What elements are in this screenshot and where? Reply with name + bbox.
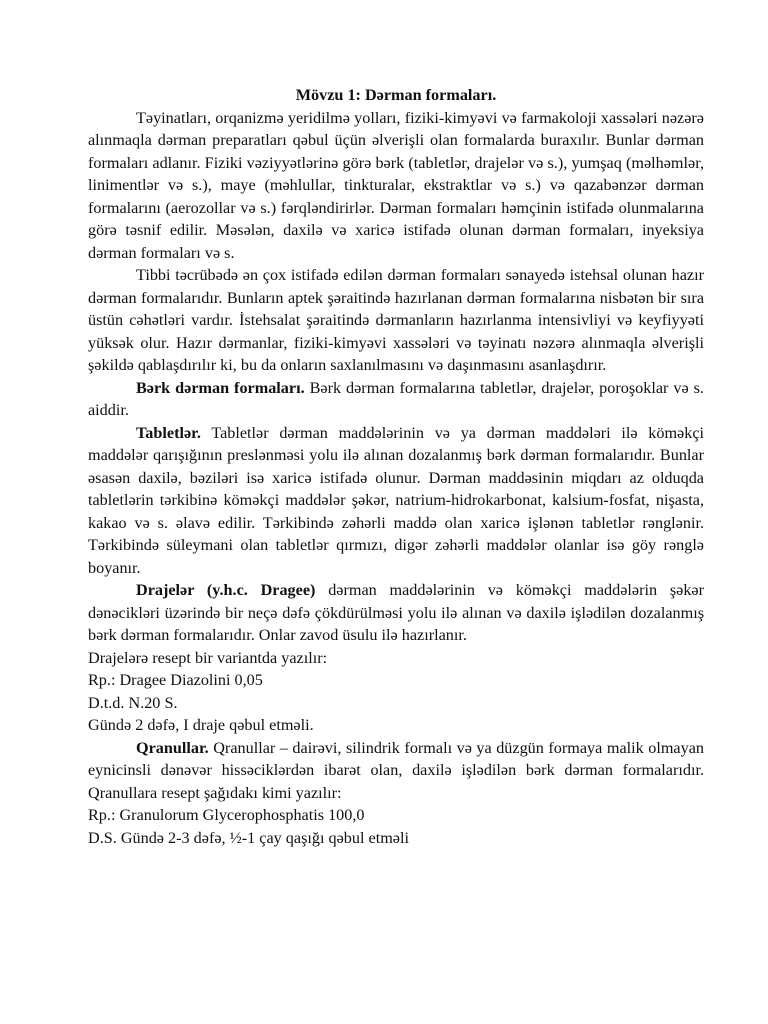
term-solid-forms: Bərk dərman formaları.	[136, 378, 305, 397]
tablets-text: Tabletlər dərman maddələrinin və ya dərman maddələri ilə köməkçi maddələr qarışığının preslənməsi yolu ilə alınan dozalanmış bərk dərman formalarıdır. Bunlar əsasən daxilə, bəziləri isə xaricə istifadə olunur. Dərman maddəsinin miqdarı az olduqda tabletlərin tərkibinə köməkçi maddələr şəkər, natrium-hidrokarbonat, kalsium-fosfat, nişasta, kakao və s. əlavə edilir. Tərkibində zəhərli maddə olan xaricə işlənən tabletlər rənglənir. Tərkibində süleymani olan tabletlər qırmızı, digər zəhərli maddələr olanlar isə göy rənglə boyanır.	[88, 423, 704, 577]
paragraph-intro: Təyinatları, orqanizmə yeridilmə yolları, fiziki-kimyəvi və farmakoloji xassələri nəzərə alınmaqla dərman preparatları qəbul üçün əlverişli olan formalarda buraxılır. Bunlar dərman formaları adlanır. Fiziki vəziyyətlərinə görə bərk (tabletlər, drajelər və s.), yumşaq (məlhəmlər, linimentlər və s.), maye (məhlullar, tinkturalar, ekstraktlar və s.) və qazabənzər dərman formalarını (aerozollar və s.) fərqləndirirlər. Dərman formaları həmçinin istifadə olunmalarına görə təsnif edilir. Məsələn, daxilə və xaricə istifadə olunan dərman formaları, inyeksiya dərman formaları və s.	[88, 108, 704, 262]
dragee-text: dərman maddələrinin və köməkçi maddələrin şəkər dənəcikləri üzərində bir neçə dəfə çökdürülməsi yolu ilə alınan və daxilə işlədilən dozalanmış bərk dərman formalarıdır. Onlar zavod üsulu ilə hazırlanır.	[88, 581, 704, 644]
dragee-recipe-dtd: D.t.d. N.20 S.	[88, 693, 178, 712]
dragee-recipe-rp: Rp.: Dragee Diazolini 0,05	[88, 671, 263, 689]
page-title: Mövzu 1: Dərman formaları.	[295, 86, 497, 104]
paragraph-solid-forms	[88, 377, 704, 422]
term-granules: Qranullar.	[136, 738, 209, 757]
granules-text: Qranullar – dairəvi, silindrik formalı və ya düzgün formaya malik olmayan eynicinsli dənəvər hissəciklərdən ibarət olan, daxilə işlədilən bərk dərman formalarıdır. Qranullara resept şağıdakı kimi yazılır:	[88, 738, 704, 802]
term-dragee: Drajelər (y.h.c. Dragee)	[136, 581, 316, 599]
dragee-recipe-intro: Drajelərə resept bir variantda yazılır:	[88, 648, 328, 667]
dragee-recipe-dose: Gündə 2 dəfə, I draje qəbul etməli.	[88, 716, 314, 734]
granules-recipe-ds: D.S. Gündə 2-3 dəfə, ½-1 çay qaşığı qəbul etməli	[88, 828, 409, 847]
paragraph-tablets	[88, 422, 704, 580]
document-page	[88, 84, 704, 849]
solid-forms-text: Bərk dərman formalarına tabletlər, drajelər, poroşoklar və s. aiddir.	[88, 378, 704, 419]
granules-recipe-rp: Rp.: Granulorum Glycerophosphatis 100,0	[88, 806, 365, 824]
paragraph-granules	[88, 737, 704, 805]
paragraph-practice: Tibbi təcrübədə ən çox istifadə edilən dərman formaları sənayedə istehsal olunan hazır dərman formalarıdır. Bunların aptek şəraitində hazırlanan dərman formalarına nisbətən bir sıra üstün cəhətləri vardır. İstehsalat şəraitində dərmanların hazırlanma intensivliyi və keyfiyyəti yüksək olur. Hazır dərmanlar, fiziki-kimyəvi xassələri və təyinatı nəzərə alınmaqla əlverişli şəkildə qablaşdırılır ki, bu da onların saxlanılmasını və daşınmasını asanlaşdırır.	[88, 266, 704, 374]
term-tablets: Tabletlər.	[136, 423, 201, 442]
paragraph-dragee	[88, 579, 704, 647]
